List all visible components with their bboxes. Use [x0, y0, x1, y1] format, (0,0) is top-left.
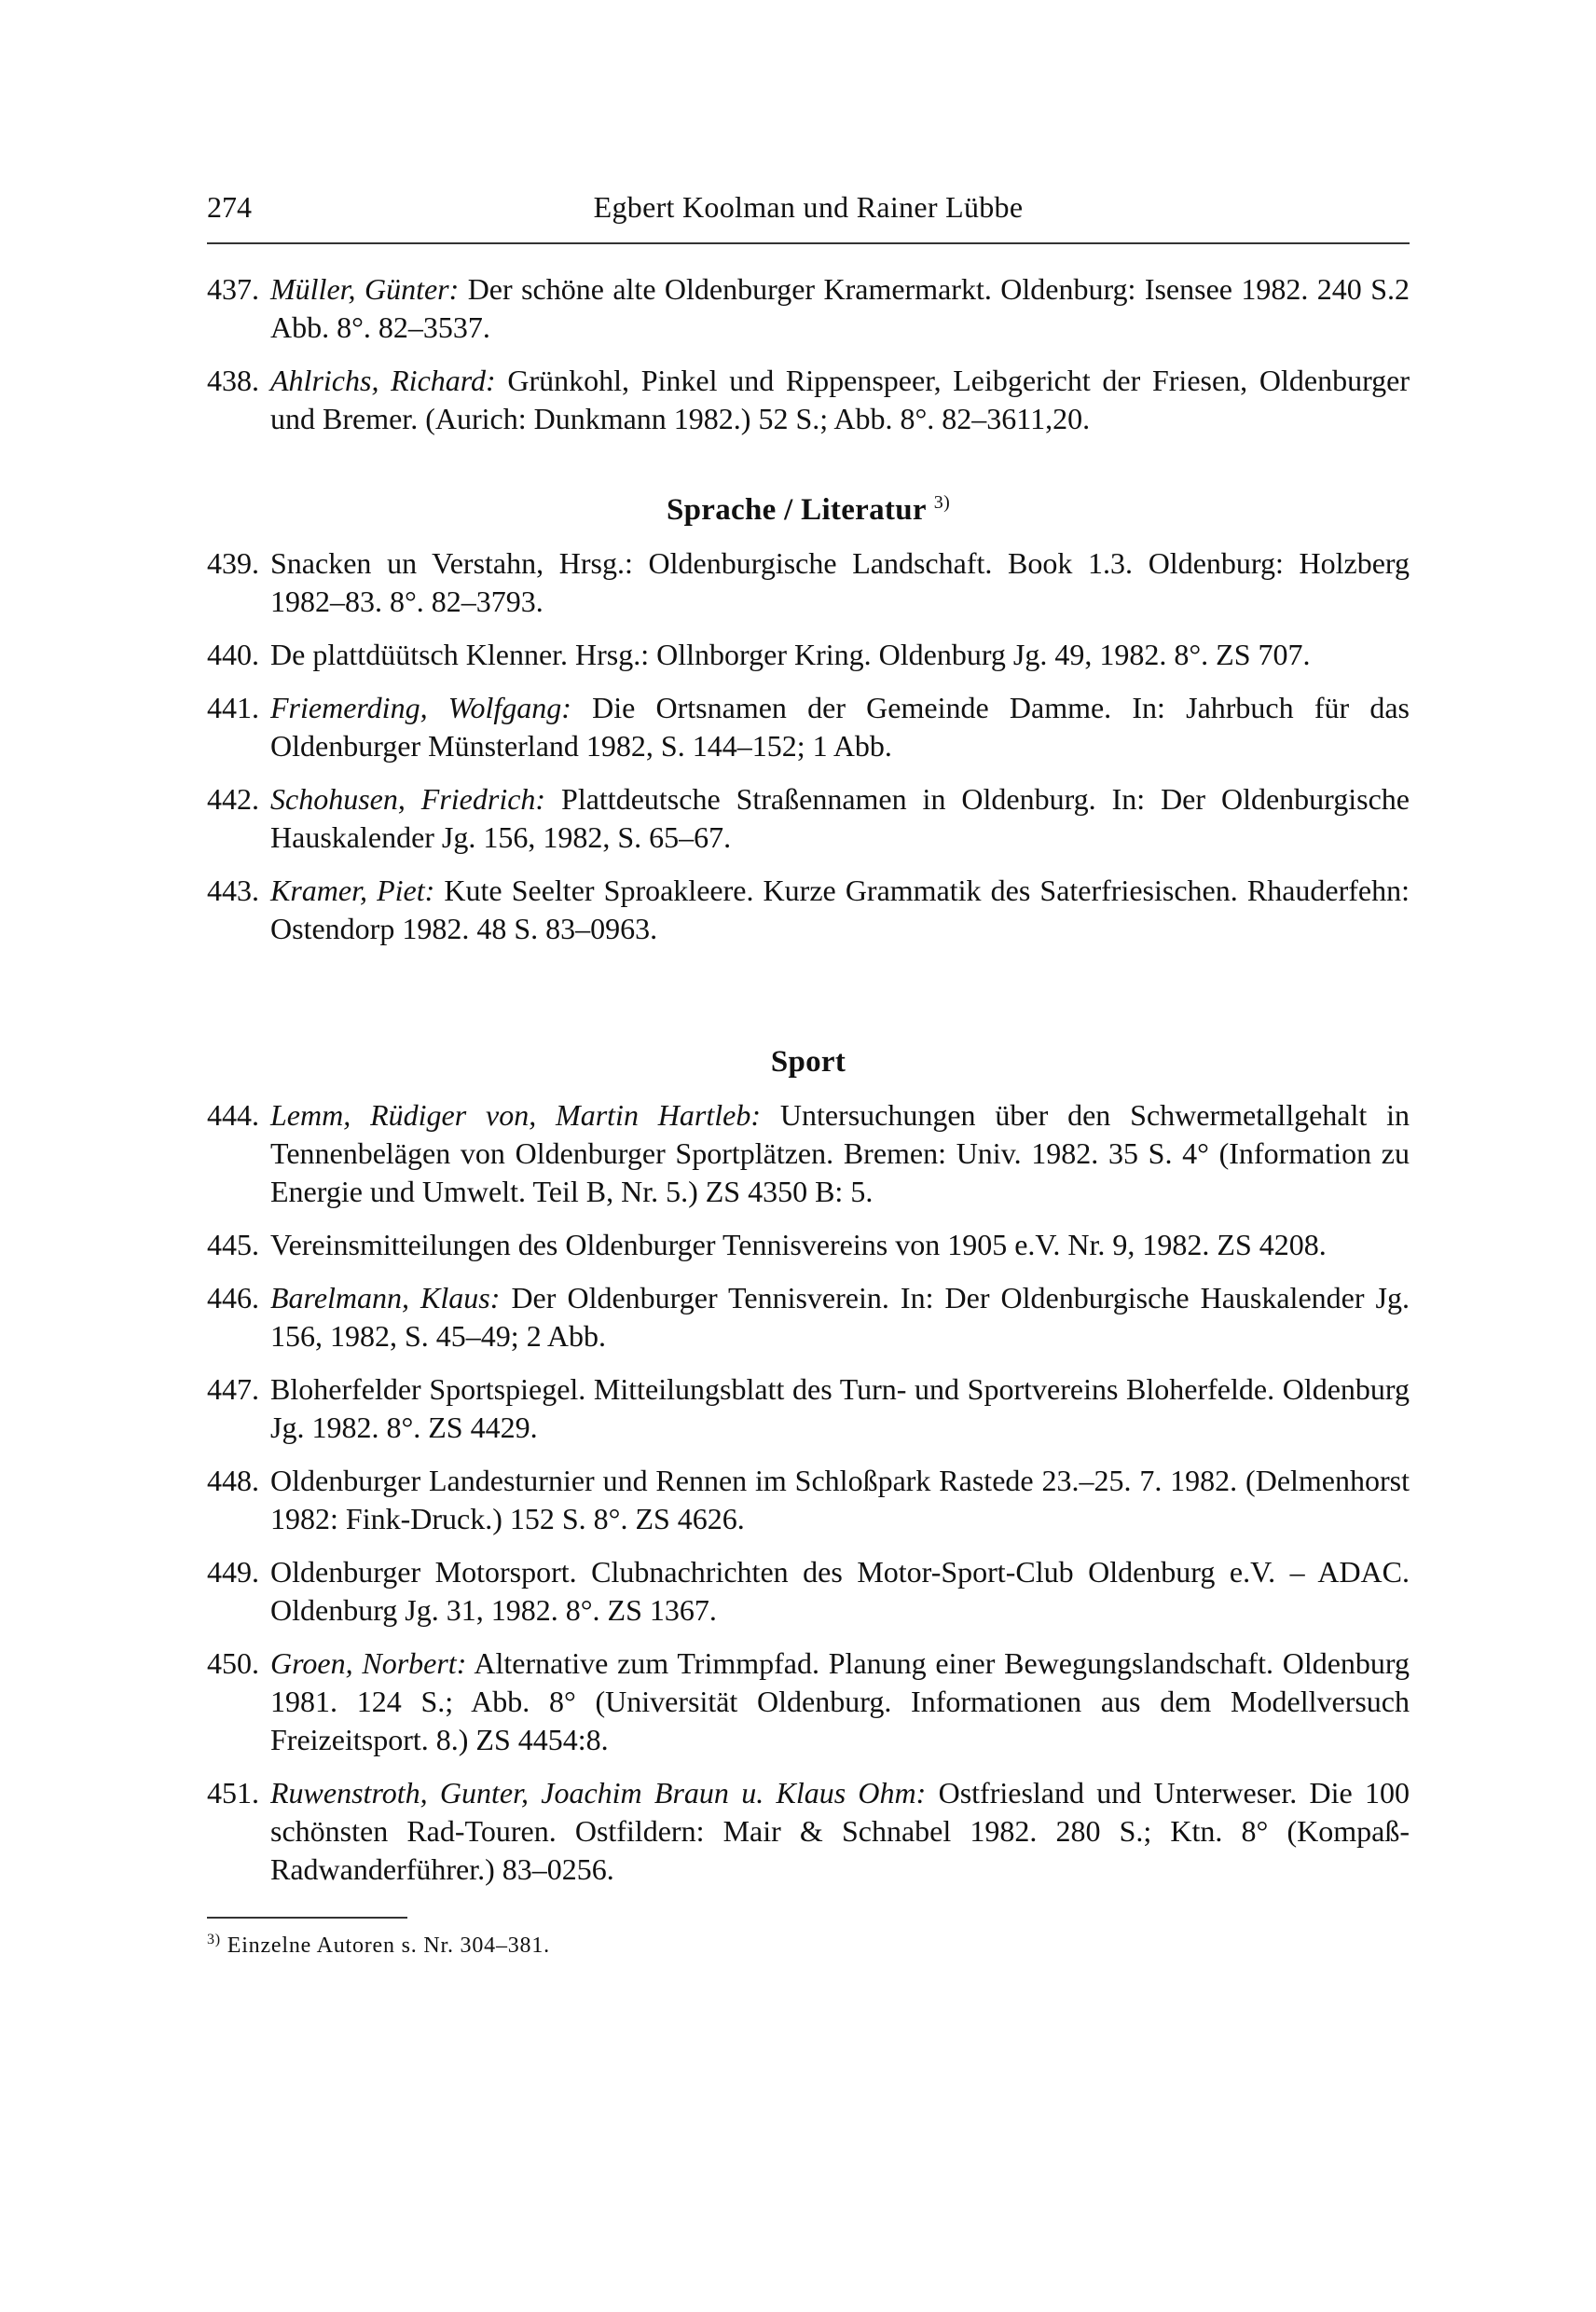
entry-text: [270, 270, 1410, 347]
footnote-marker: 3): [207, 1932, 221, 1947]
bibliography-entry: [207, 1370, 1410, 1447]
bibliography-entry: [207, 780, 1410, 857]
entry-description: Plattdeutsche Straßennamen in Oldenburg. In: Der Oldenburgische Hauskalender Jg. 156, 1982, S. 65–67.: [270, 782, 1410, 854]
section-title: Sport: [770, 1045, 846, 1079]
page-number: 274: [207, 190, 252, 224]
entry-author: Müller, Günter:: [270, 272, 460, 306]
entry-number: 451.: [207, 1776, 259, 1810]
entry-text: [270, 362, 1410, 438]
entry-number: 447.: [207, 1372, 259, 1406]
entry-text: [270, 636, 1410, 674]
entry-text: [270, 1462, 1410, 1538]
entry-text: [270, 872, 1410, 948]
entry-author: Ahlrichs, Richard:: [270, 364, 496, 397]
entry-text: [270, 780, 1410, 857]
entry-author: Schohusen, Friedrich:: [270, 782, 546, 816]
entry-description: Ostfriesland und Unterweser. Die 100 schönsten Rad-Touren. Ostfildern: Mair & Schnabel 1982. 280 S.; Ktn. 8° (Kompaß-Radwanderführer.) 83–0256.: [270, 1776, 1410, 1886]
entry-description: Oldenburger Motorsport. Clubnachrichten des Motor-Sport-Club Oldenburg e.V. – ADAC. Oldenburg Jg. 31, 1982. 8°. ZS 1367.: [270, 1555, 1410, 1627]
entry-number: 445.: [207, 1228, 259, 1261]
bibliography-entry: [207, 636, 1410, 674]
entry-number: 443.: [207, 874, 259, 907]
bibliography-entry: [207, 689, 1410, 765]
bibliography-entry: [207, 1279, 1410, 1356]
entry-description: Snacken un Verstahn, Hrsg.: Oldenburgische Landschaft. Book 1.3. Oldenburg: Holzberg 1982–83. 8°. 82–3793.: [270, 546, 1410, 618]
document-page: [207, 177, 1410, 1959]
entry-number: 449.: [207, 1555, 259, 1589]
entry-author: Groen, Norbert:: [270, 1646, 467, 1680]
bibliography-entry: [207, 872, 1410, 948]
entry-description: Der Oldenburger Tennisverein. In: Der Oldenburgische Hauskalender Jg. 156, 1982, S. 45–49; 2 Abb.: [270, 1281, 1410, 1353]
entry-description: Alternative zum Trimmpfad. Planung einer Bewegungslandschaft. Oldenburg 1981. 124 S.; Abb. 8° (Universität Oldenburg. Informationen aus dem Modellversuch Freizeitsport. 8.) ZS 4454:8.: [270, 1646, 1410, 1756]
section-title: Sprache / Literatur: [666, 493, 927, 527]
entry-number: 441.: [207, 691, 259, 724]
bibliography-entry: [207, 1096, 1410, 1211]
footnote: [207, 1932, 1410, 1959]
footnote-divider: [207, 1917, 407, 1919]
bibliography-entry: [207, 544, 1410, 621]
bibliography-entry: [207, 1645, 1410, 1759]
entry-number: 444.: [207, 1098, 259, 1132]
entry-author: Lemm, Rüdiger von, Martin Hartleb:: [270, 1098, 761, 1132]
entry-text: [270, 1279, 1410, 1356]
entry-description: Untersuchungen über den Schwermetallgehalt in Tennenbelägen von Oldenburger Sportplätzen. Bremen: Univ. 1982. 35 S. 4° (Information zu Energie und Umwelt. Teil B, Nr. 5.) ZS 4350 B: 5.: [270, 1098, 1410, 1208]
entry-text: [270, 689, 1410, 765]
entry-author: Friemerding, Wolfgang:: [270, 691, 571, 724]
entry-description: Die Ortsnamen der Gemeinde Damme. In: Jahrbuch für das Oldenburger Münsterland 1982, S. 144–152; 1 Abb.: [270, 691, 1410, 763]
footnote-reference: 3): [933, 492, 951, 513]
entry-description: De plattdüütsch Klenner. Hrsg.: Ollnborger Kring. Oldenburg Jg. 49, 1982. 8°. ZS 707.: [270, 638, 1311, 671]
entry-number: 439.: [207, 546, 259, 580]
entry-text: [270, 1645, 1410, 1759]
entry-number: 442.: [207, 782, 259, 816]
entry-description: Oldenburger Landesturnier und Rennen im Schloßpark Rastede 23.–25. 7. 1982. (Delmenhorst 1982: Fink-Druck.) 152 S. 8°. ZS 4626.: [270, 1464, 1410, 1535]
entry-author: Kramer, Piet:: [270, 874, 435, 907]
footnote-text: Einzelne Autoren s. Nr. 304–381.: [220, 1934, 550, 1958]
entry-number: 438.: [207, 364, 259, 397]
entry-text: [270, 1553, 1410, 1630]
bibliography-entry: [207, 1774, 1410, 1889]
running-title: Egbert Koolman und Rainer Lübbe: [593, 190, 1024, 224]
bibliography-entry: [207, 1226, 1410, 1264]
entry-text: [270, 1774, 1410, 1889]
entry-description: Bloherfelder Sportspiegel. Mitteilungsblatt des Turn- und Sportvereins Bloherfelde. Oldenburg Jg. 1982. 8°. ZS 4429.: [270, 1372, 1410, 1444]
section-heading-sprache-literatur: [207, 492, 1410, 528]
bibliography-entry: [207, 1462, 1410, 1538]
section-heading-sport: [207, 1045, 1410, 1080]
entry-description: Grünkohl, Pinkel und Rippenspeer, Leibgericht der Friesen, Oldenburger und Bremer. (Aurich: Dunkmann 1982.) 52 S.; Abb. 8°. 82–3611,20.: [270, 364, 1410, 435]
entry-number: 446.: [207, 1281, 259, 1314]
entry-text: [270, 1370, 1410, 1447]
entry-text: [270, 1096, 1410, 1211]
entry-number: 437.: [207, 272, 259, 306]
entry-author: Barelmann, Klaus:: [270, 1281, 501, 1314]
bibliography-entry: [207, 1553, 1410, 1630]
bibliography-entry: [207, 362, 1410, 438]
entry-author: Ruwenstroth, Gunter, Joachim Braun u. Klaus Ohm:: [270, 1776, 927, 1810]
bibliography-content: [207, 270, 1410, 1959]
entry-number: 450.: [207, 1646, 259, 1680]
entry-description: Vereinsmitteilungen des Oldenburger Tennisvereins von 1905 e.V. Nr. 9, 1982. ZS 4208.: [270, 1228, 1327, 1261]
entry-number: 440.: [207, 638, 259, 671]
entry-number: 448.: [207, 1464, 259, 1497]
entry-text: [270, 1226, 1410, 1264]
page-header: [207, 177, 1410, 244]
bibliography-entry: [207, 270, 1410, 347]
entry-description: Der schöne alte Oldenburger Kramermarkt. Oldenburg: Isensee 1982. 240 S.2 Abb. 8°. 82–3537.: [270, 272, 1410, 344]
entry-text: [270, 544, 1410, 621]
entry-description: Kute Seelter Sproakleere. Kurze Grammatik des Saterfriesischen. Rhauderfehn: Ostendorp 1982. 48 S. 83–0963.: [270, 874, 1410, 945]
